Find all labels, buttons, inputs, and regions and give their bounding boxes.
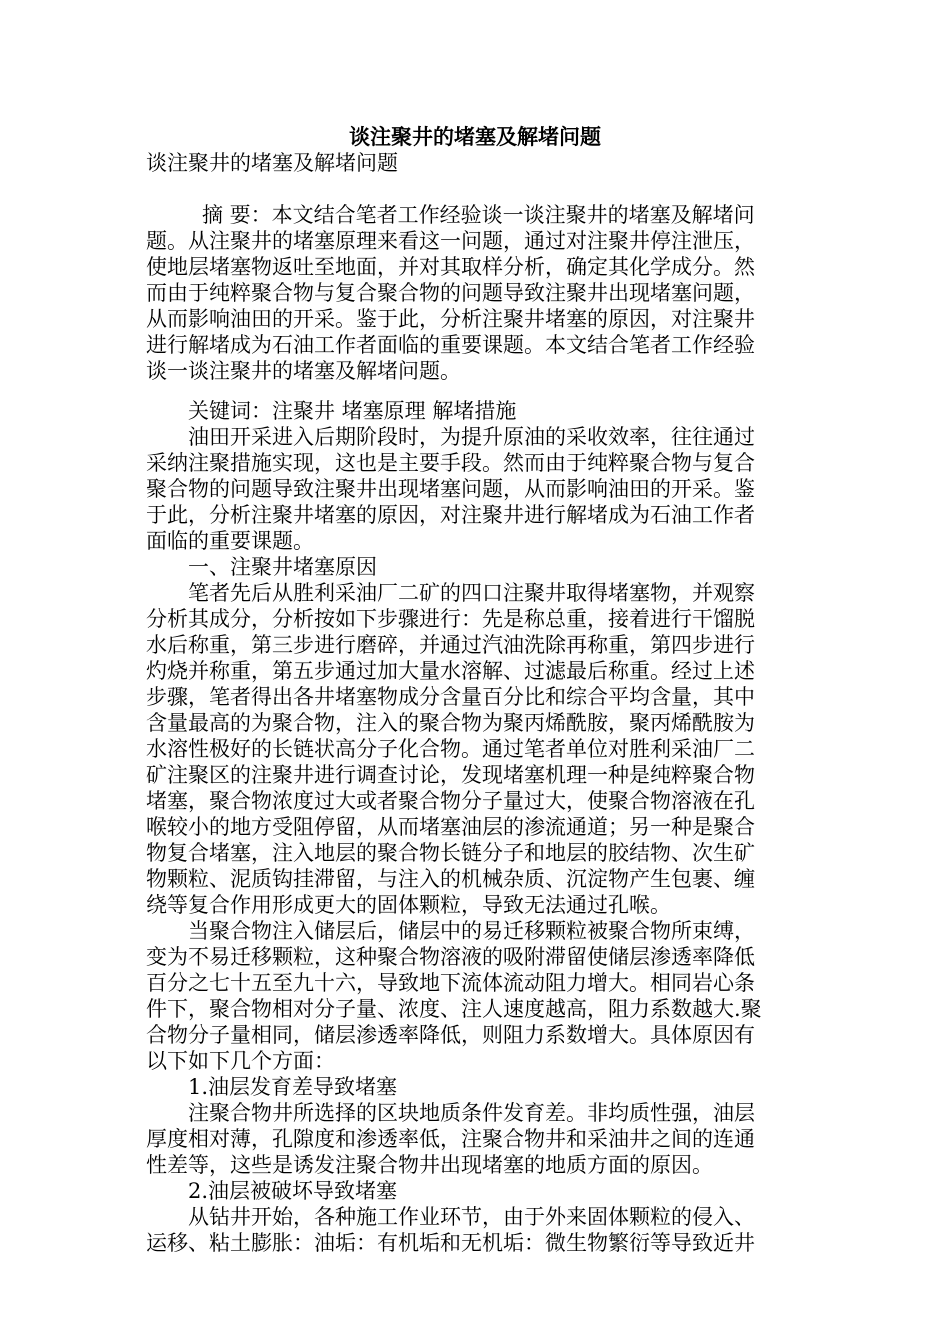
keywords: 关键词：注聚井 堵塞原理 解堵措施 — [188, 399, 517, 423]
paragraph-line: 变为不易迁移颗粒，这种聚合物溶液的吸附滞留使储层渗透率降低 — [146, 945, 755, 969]
abstract-line: 摘 要：本文结合笔者工作经验谈一谈注聚井的堵塞及解堵问 — [202, 203, 755, 227]
paragraph-line: 注聚合物井所选择的区块地质条件发育差。非均质性强，油层 — [188, 1101, 755, 1125]
paragraph-line: 厚度相对薄，孔隙度和渗透率低，注聚合物井和采油井之间的连通 — [146, 1127, 755, 1151]
subsection-heading: 1.油层发育差导致堵塞 — [188, 1075, 398, 1099]
paragraph-line: 步骤，笔者得出各井堵塞物成分含量百分比和综合平均含量，其中 — [146, 685, 755, 709]
paragraph-line: 笔者先后从胜利采油厂二矿的四口注聚井取得堵塞物，并观察 — [188, 581, 755, 605]
intro-line: 于此，分析注聚井堵塞的原因，对注聚井进行解堵成为石油工作者 — [146, 503, 755, 527]
abstract-line: 谈一谈注聚井的堵塞及解堵问题。 — [146, 359, 461, 383]
paragraph-line: 堵塞，聚合物浓度过大或者聚合物分子量过大，使聚合物溶液在孔 — [146, 789, 755, 813]
paragraph-line: 绕等复合作用形成更大的固体颗粒，导致无法通过孔喉。 — [146, 893, 671, 917]
paragraph-line: 从钻井开始，各种施工作业环节，由于外来固体颗粒的侵入、 — [188, 1205, 755, 1229]
abstract-line: 从而影响油田的开采。鉴于此，分析注聚井堵塞的原因，对注聚井 — [146, 307, 755, 331]
paragraph-line: 以下如下几个方面： — [146, 1049, 335, 1073]
paragraph-line: 物复合堵塞，注入地层的聚合物长链分子和地层的胶结物、次生矿 — [146, 841, 755, 865]
intro-line: 油田开采进入后期阶段时，为提升原油的采收效率，往往通过 — [188, 425, 755, 449]
body-text — [146, 398, 794, 1256]
abstract — [146, 202, 794, 384]
abstract-line: 进行解堵成为石油工作者面临的重要课题。本文结合笔者工作经验 — [146, 333, 755, 357]
paragraph-line: 合物分子量相同，储层渗透率降低，则阻力系数增大。具体原因有 — [146, 1023, 755, 1047]
abstract-line: 题。从注聚井的堵塞原理来看这一问题，通过对注聚井停注泄压， — [146, 229, 755, 253]
paragraph-line: 水溶性极好的长链状高分子化合物。通过笔者单位对胜利采油厂二 — [146, 737, 755, 761]
paragraph-line: 含量最高的为聚合物，注入的聚合物为聚丙烯酰胺，聚丙烯酰胺为 — [146, 711, 755, 735]
paragraph-line: 水后称重，第三步进行磨碎，并通过汽油洗除再称重，第四步进行 — [146, 633, 755, 657]
section-heading: 一、注聚井堵塞原因 — [188, 555, 377, 579]
paragraph-line: 喉较小的地方受阻停留，从而堵塞油层的渗流通道；另一种是聚合 — [146, 815, 755, 839]
paragraph-line: 运移、粘土膨胀：油垢：有机垢和无机垢：微生物繁衍等导致近井 — [146, 1231, 755, 1255]
paragraph-line: 分析其成分，分析按如下步骤进行：先是称总重，接着进行干馏脱 — [146, 607, 755, 631]
paragraph-line: 性差等，这些是诱发注聚合物井出现堵塞的地质方面的原因。 — [146, 1153, 713, 1177]
document-subtitle: 谈注聚井的堵塞及解堵问题 — [146, 151, 398, 175]
intro-line: 采纳注聚措施实现，这也是主要手段。然而由于纯粹聚合物与复合 — [146, 451, 755, 475]
document-title: 谈注聚井的堵塞及解堵问题 — [349, 124, 601, 149]
paragraph-line: 物颗粒、泥质钩挂滞留，与注入的机械杂质、沉淀物产生包裹、缠 — [146, 867, 755, 891]
paragraph-line: 件下，聚合物相对分子量、浓度、注人速度越高，阻力系数越大.聚 — [146, 997, 762, 1021]
paragraph-line: 灼烧并称重，第五步通过加大量水溶解、过滤最后称重。经过上述 — [146, 659, 755, 683]
intro-line: 聚合物的问题导致注聚井出现堵塞问题，从而影响油田的开采。鉴 — [146, 477, 755, 501]
paragraph-line: 百分之七十五至九十六，导致地下流体流动阻力增大。相同岩心条 — [146, 971, 755, 995]
paragraph-line: 矿注聚区的注聚井进行调查讨论，发现堵塞机理一种是纯粹聚合物 — [146, 763, 755, 787]
abstract-line: 而由于纯粹聚合物与复合聚合物的问题导致注聚井出现堵塞问题， — [146, 281, 755, 305]
abstract-line: 使地层堵塞物返吐至地面，并对其取样分析，确定其化学成分。然 — [146, 255, 755, 279]
paragraph-line: 当聚合物注入储层后，储层中的易迁移颗粒被聚合物所束缚， — [188, 919, 755, 943]
intro-line: 面临的重要课题。 — [146, 529, 314, 553]
subsection-heading: 2.油层被破坏导致堵塞 — [188, 1179, 398, 1203]
